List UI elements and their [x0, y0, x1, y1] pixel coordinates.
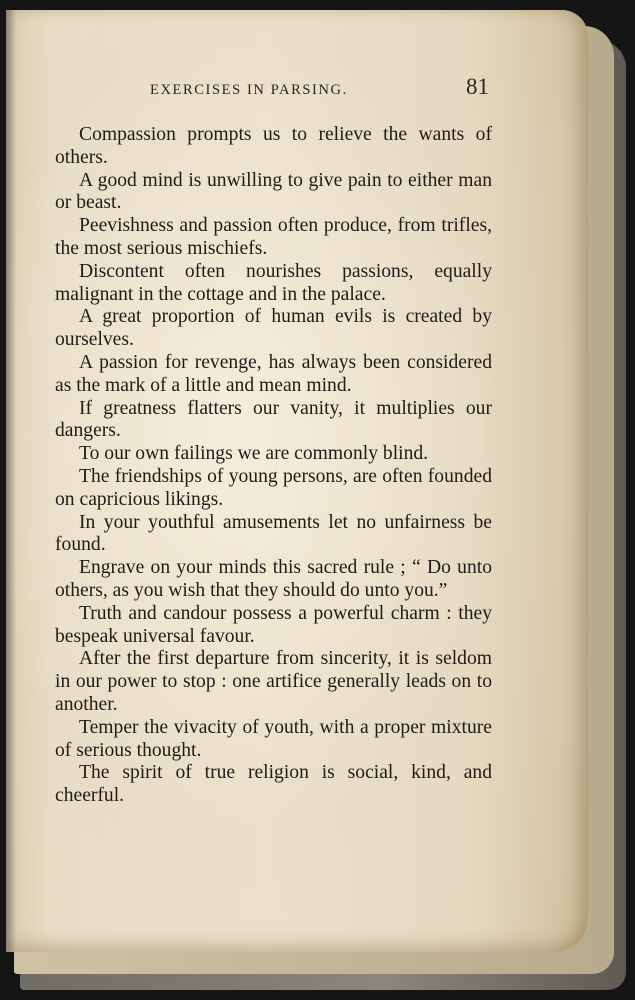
sentence: To our own failings we are commonly blind.	[79, 443, 429, 465]
sentence: Peevishness and passion often produce, from trifles, the most serious mischiefs.	[55, 215, 492, 259]
sentence: The spirit of true religion is social, kind, and cheerful.	[55, 762, 492, 807]
running-head: EXERCISES IN PARSING.	[150, 82, 348, 98]
page-gutter	[6, 10, 16, 952]
sentence: Temper the vivacity of youth, with a proper mixture of serious thought.	[55, 716, 492, 761]
sentence: A good mind is unwilling to give pain to either man or beast.	[55, 169, 492, 214]
sentence: Compassion prompts us to relieve the wants of others.	[55, 124, 492, 168]
sentence: Truth and candour possess a powerful charm : they bespeak universal favour.	[55, 602, 492, 647]
sentence: The friendships of young persons, are often founded on capricious likings.	[55, 465, 492, 510]
book-page	[6, 10, 588, 952]
sentence: Discontent often nourishes passions, equally malignant in the cottage and in the palace.	[55, 260, 492, 305]
page-number: 81	[466, 74, 489, 99]
sentence-list	[55, 124, 492, 808]
sentence: In your youthful amusements let no unfairness be found.	[55, 511, 492, 556]
sentence: If greatness flatters our vanity, it multiplies our dangers.	[55, 397, 492, 442]
sentence: Engrave on your minds this sacred rule ; “ Do unto others, as you wish that they should do unto you.”	[55, 557, 492, 601]
sentence: After the first departure from sincerity, it is seldom in our power to stop : one artifice generally leads on to another.	[55, 648, 492, 715]
sentence: A passion for revenge, has always been considered as the mark of a little and mean mind.	[55, 351, 492, 396]
sentence: A great proportion of human evils is created by ourselves.	[55, 306, 492, 351]
